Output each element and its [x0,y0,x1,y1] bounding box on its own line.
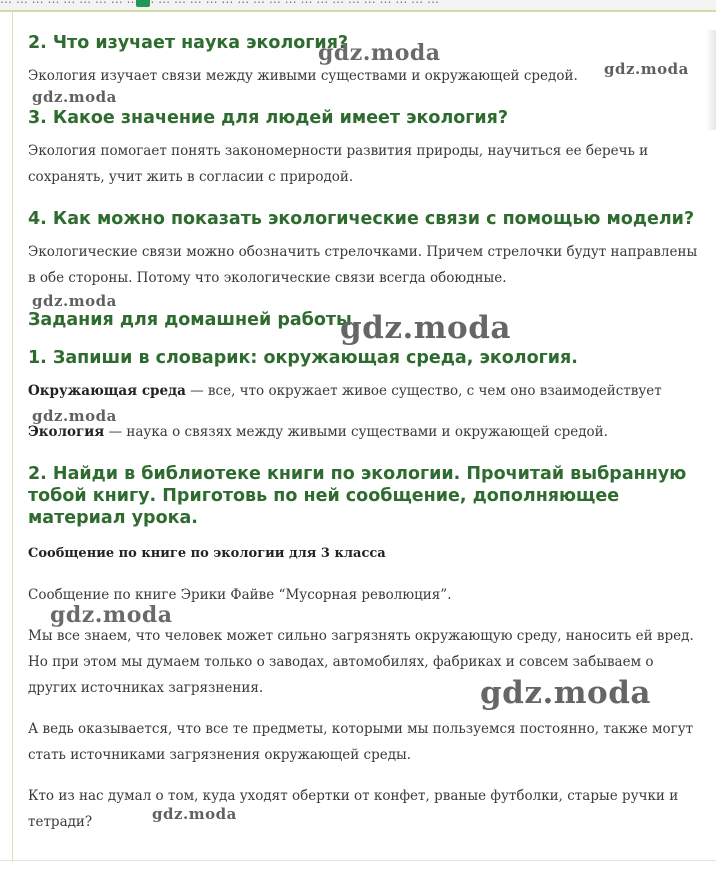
watermark: gdz.moda [318,40,441,66]
watermark: gdz.moda [32,292,117,310]
watermark: gdz.moda [340,310,511,346]
answer-text: Экология изучает связи между живыми существами и окружающей средой. [28,68,578,84]
section-title: Задания для домашней работы [28,310,352,330]
definition-text: — все, что окружает живое существо, с чем оно взаимодействует [185,383,662,399]
browser-top-strip [0,0,716,10]
article-content [28,32,704,835]
definition-item [28,419,704,445]
watermark: gdz.moda [604,60,689,78]
question-heading: 3. Какое значение для людей имеет экология? [28,108,509,128]
task-heading: 2. Найди в библиотеке книги по экологии. Прочитай выбранную тобой книгу. Приготовь по ней сообщение, дополняющее материал урока. [28,464,687,528]
bottom-divider [0,860,716,861]
question-heading: 2. Что изучает наука экология? [28,33,349,53]
topbar-cut-text [0,0,439,6]
task-heading: 1. Запиши в словарик: окружающая среда, экология. [28,348,578,368]
watermark: gdz.moda [32,407,117,425]
top-divider [0,10,716,12]
message-title: Сообщение по книге по экологии для 3 класса [28,546,386,561]
watermark: gdz.moda [32,88,117,106]
answer-text: Экологические связи можно обозначить стрелочками. Причем стрелочки будут направлены в обе стороны. Потому что экологические связи всегда обоюдные. [28,244,698,286]
definition-item [28,378,704,404]
message-paragraph: Кто из нас думал о том, куда уходят обертки от конфет, рваные футболки, старые ручки и тетради? [28,788,679,830]
definition-term: Экология [28,424,105,440]
question-heading: 4. Как можно показать экологические связи с помощью модели? [28,209,695,229]
message-paragraph: Мы все знаем, что человек может сильно загрязнять окружающую среду, наносить ей вред. Но при этом мы думаем только о заводах, автомобилях, фабриках и совсем забываем о других источниках загрязнения. [28,628,694,696]
left-border [12,12,13,862]
message-paragraph: Сообщение по книге Эрики Файве “Мусорная революция”. [28,587,452,603]
watermark: gdz.moda [50,602,173,628]
watermark: gdz.moda [480,675,651,711]
green-badge-icon [136,0,150,7]
right-scroll-shadow [706,30,716,130]
definition-text: — наука о связях между живыми существами и окружающей средой. [104,424,608,440]
message-paragraph: А ведь оказывается, что все те предметы, которыми мы пользуемся постоянно, также могут стать источниками загрязнения окружающей среды. [28,721,694,763]
answer-text: Экология помогает понять закономерности развития природы, научиться ее беречь и сохранять, учит жить в согласии с природой. [28,143,649,185]
watermark: gdz.moda [152,805,237,823]
definition-term: Окружающая среда [28,383,186,399]
